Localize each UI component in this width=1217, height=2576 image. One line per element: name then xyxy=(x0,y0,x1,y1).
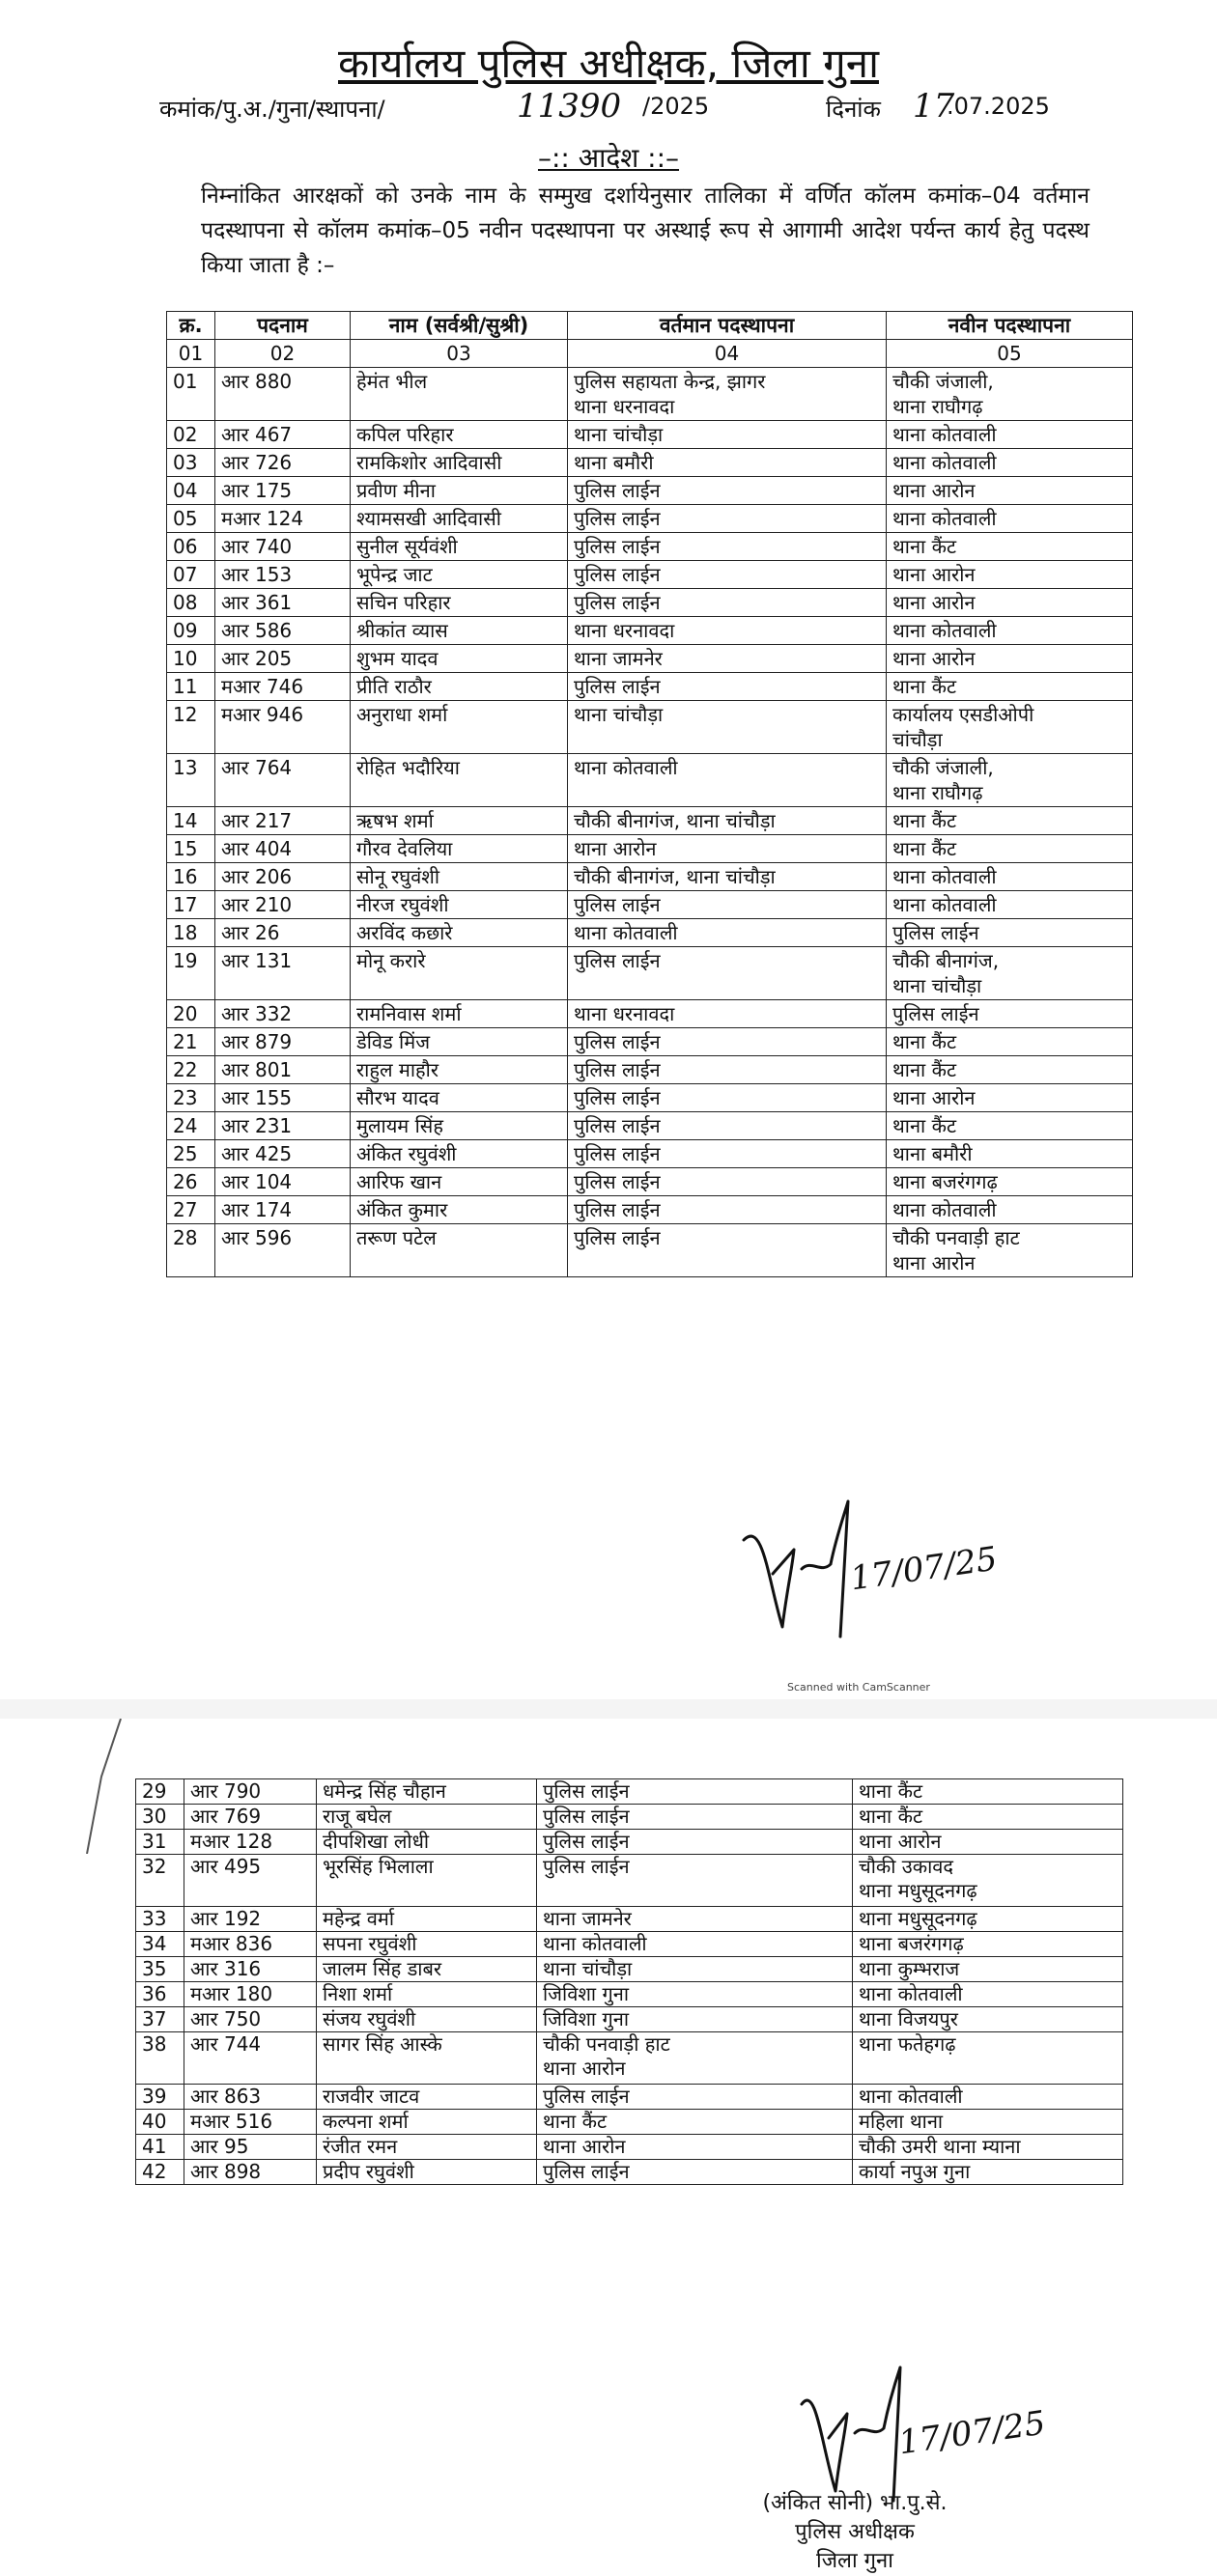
table-row xyxy=(167,505,1133,533)
current-posting-cell: पुलिस लाईन xyxy=(568,533,887,561)
serial-cell: 26 xyxy=(167,1168,215,1196)
new-posting-cell: पुलिस लाईन xyxy=(887,919,1133,947)
new-posting-cell: थाना मधुसूदनगढ़ xyxy=(853,1907,1123,1932)
table-row xyxy=(167,863,1133,891)
serial-cell: 22 xyxy=(167,1056,215,1084)
serial-cell: 18 xyxy=(167,919,215,947)
designation-cell: आर 863 xyxy=(184,2085,317,2110)
serial-cell: 27 xyxy=(167,1196,215,1224)
new-posting-cell: थाना कैंट xyxy=(887,533,1133,561)
table-row xyxy=(167,589,1133,617)
table-row xyxy=(167,919,1133,947)
serial-cell: 35 xyxy=(136,1957,184,1982)
header-serial: क्र. xyxy=(167,312,215,340)
new-posting-cell: चौकी बीनागंज, थाना चांचौड़ा xyxy=(887,947,1133,1000)
new-posting-cell: चौकी जंजाली, थाना राघौगढ़ xyxy=(887,368,1133,421)
current-posting-cell: चौकी बीनागंज, थाना चांचौड़ा xyxy=(568,863,887,891)
new-posting-cell: थाना फतेहगढ़ xyxy=(853,2032,1123,2085)
name-cell: निशा शर्मा xyxy=(317,1982,537,2007)
designation-cell: आर 174 xyxy=(215,1196,351,1224)
new-posting-cell: थाना कुम्भराज xyxy=(853,1957,1123,1982)
table-row xyxy=(136,1957,1123,1982)
name-cell: जालम सिंह डाबर xyxy=(317,1957,537,1982)
current-posting-cell: पुलिस लाईन xyxy=(568,1028,887,1056)
current-posting-cell: थाना चांचौड़ा xyxy=(568,701,887,754)
table-row xyxy=(136,2110,1123,2135)
posting-table-page2 xyxy=(135,1778,1123,2185)
current-posting-cell: पुलिस लाईन xyxy=(568,477,887,505)
new-posting-cell: थाना आरोन xyxy=(887,477,1133,505)
name-cell: श्यामसखी आदिवासी xyxy=(351,505,568,533)
officer-name: (अंकित सोनी) भा.पु.से. xyxy=(762,2491,948,2515)
designation-cell: आर 155 xyxy=(215,1084,351,1112)
reference-number: 11390 xyxy=(517,87,622,126)
table-row xyxy=(136,2007,1123,2032)
designation-cell: आर 131 xyxy=(215,947,351,1000)
current-posting-cell: पुलिस लाईन xyxy=(537,1830,853,1855)
designation-cell: आर 205 xyxy=(215,645,351,673)
name-cell: दीपशिखा लोधी xyxy=(317,1830,537,1855)
current-posting-cell: पुलिस लाईन xyxy=(568,1084,887,1112)
current-posting-cell: जिविशा गुना xyxy=(537,1982,853,2007)
new-posting-cell: थाना कैंट xyxy=(853,1805,1123,1830)
new-posting-cell: थाना आरोन xyxy=(887,645,1133,673)
name-cell: महेन्द्र वर्मा xyxy=(317,1907,537,1932)
table-row xyxy=(167,368,1133,421)
current-posting-cell: चौकी बीनागंज, थाना चांचौड़ा xyxy=(568,807,887,835)
table-row xyxy=(167,1140,1133,1168)
serial-cell: 21 xyxy=(167,1028,215,1056)
new-posting-cell: थाना कैंट xyxy=(887,835,1133,863)
serial-cell: 30 xyxy=(136,1805,184,1830)
officer-title: पुलिस अधीक्षक xyxy=(795,2520,915,2544)
scanner-watermark: Scanned with CamScanner xyxy=(787,1681,930,1694)
current-posting-cell: थाना आरोन xyxy=(537,2135,853,2160)
new-posting-cell: महिला थाना xyxy=(853,2110,1123,2135)
serial-cell: 05 xyxy=(167,505,215,533)
designation-cell: आर 726 xyxy=(215,449,351,477)
designation-cell: आर 764 xyxy=(215,754,351,807)
new-posting-cell: चौकी उमरी थाना म्याना xyxy=(853,2135,1123,2160)
designation-cell: आर 750 xyxy=(184,2007,317,2032)
name-cell: मुलायम सिंह xyxy=(351,1112,568,1140)
table-column-number-row xyxy=(167,340,1133,368)
table-row xyxy=(136,2160,1123,2185)
name-cell: भूरसिंह भिलाला xyxy=(317,1855,537,1907)
name-cell: धमेन्द्र सिंह चौहान xyxy=(317,1779,537,1805)
serial-cell: 37 xyxy=(136,2007,184,2032)
designation-cell: आर 425 xyxy=(215,1140,351,1168)
designation-cell: मआर 180 xyxy=(184,1982,317,2007)
designation-cell: आर 769 xyxy=(184,1805,317,1830)
col-number: 02 xyxy=(215,340,351,368)
serial-cell: 38 xyxy=(136,2032,184,2085)
new-posting-cell: थाना कैंट xyxy=(887,807,1133,835)
table-row xyxy=(167,1056,1133,1084)
current-posting-cell: थाना कैंट xyxy=(537,2110,853,2135)
current-posting-cell: पुलिस लाईन xyxy=(537,1805,853,1830)
designation-cell: मआर 516 xyxy=(184,2110,317,2135)
table-row xyxy=(167,1112,1133,1140)
table-row xyxy=(167,947,1133,1000)
current-posting-cell: पुलिस लाईन xyxy=(537,2160,853,2185)
serial-cell: 42 xyxy=(136,2160,184,2185)
table-row xyxy=(167,1000,1133,1028)
new-posting-cell: थाना बजरंगगढ़ xyxy=(853,1932,1123,1957)
designation-cell: मआर 746 xyxy=(215,673,351,701)
new-posting-cell: थाना कोतवाली xyxy=(887,891,1133,919)
header-name: नाम (सर्वश्री/सुश्री) xyxy=(351,312,568,340)
designation-cell: आर 404 xyxy=(215,835,351,863)
table-row xyxy=(136,1932,1123,1957)
current-posting-cell: थाना बमौरी xyxy=(568,449,887,477)
current-posting-cell: पुलिस लाईन xyxy=(568,673,887,701)
name-cell: सागर सिंह आस्के xyxy=(317,2032,537,2085)
serial-cell: 36 xyxy=(136,1982,184,2007)
new-posting-cell: थाना कोतवाली xyxy=(887,1196,1133,1224)
col-number: 05 xyxy=(887,340,1133,368)
name-cell: संजय रघुवंशी xyxy=(317,2007,537,2032)
new-posting-cell: थाना कैंट xyxy=(887,673,1133,701)
officer-district: जिला गुना xyxy=(816,2549,893,2573)
serial-cell: 10 xyxy=(167,645,215,673)
current-posting-cell: पुलिस लाईन xyxy=(568,1140,887,1168)
new-posting-cell: थाना कोतवाली xyxy=(887,617,1133,645)
name-cell: अरविंद कछारे xyxy=(351,919,568,947)
table-row xyxy=(167,754,1133,807)
table-row xyxy=(167,835,1133,863)
name-cell: गौरव देवलिया xyxy=(351,835,568,863)
designation-cell: आर 801 xyxy=(215,1056,351,1084)
serial-cell: 15 xyxy=(167,835,215,863)
table-row xyxy=(136,1907,1123,1932)
serial-cell: 01 xyxy=(167,368,215,421)
reference-year: /2025 xyxy=(642,93,710,120)
col-number: 01 xyxy=(167,340,215,368)
designation-cell: आर 596 xyxy=(215,1224,351,1277)
name-cell: भूपेन्द्र जाट xyxy=(351,561,568,589)
designation-cell: आर 95 xyxy=(184,2135,317,2160)
serial-cell: 07 xyxy=(167,561,215,589)
designation-cell: आर 104 xyxy=(215,1168,351,1196)
name-cell: अंकित रघुवंशी xyxy=(351,1140,568,1168)
order-heading: –:: आदेश ::– xyxy=(537,142,680,174)
name-cell: रामकिशोर आदिवासी xyxy=(351,449,568,477)
name-cell: प्रवीण मीना xyxy=(351,477,568,505)
name-cell: सचिन परिहार xyxy=(351,589,568,617)
new-posting-cell: थाना विजयपुर xyxy=(853,2007,1123,2032)
new-posting-cell: चौकी पनवाड़ी हाट थाना आरोन xyxy=(887,1224,1133,1277)
table-row xyxy=(167,1084,1133,1112)
table-row xyxy=(167,645,1133,673)
serial-cell: 16 xyxy=(167,863,215,891)
name-cell: तरूण पटेल xyxy=(351,1224,568,1277)
table-row xyxy=(167,807,1133,835)
header-new-posting: नवीन पदस्थापना xyxy=(887,312,1133,340)
current-posting-cell: थाना चांचौड़ा xyxy=(568,421,887,449)
serial-cell: 02 xyxy=(167,421,215,449)
new-posting-cell: थाना कैंट xyxy=(853,1779,1123,1805)
table-row xyxy=(167,449,1133,477)
current-posting-cell: पुलिस लाईन xyxy=(568,561,887,589)
name-cell: रंजीत रमन xyxy=(317,2135,537,2160)
name-cell: प्रीति राठौर xyxy=(351,673,568,701)
name-cell: अंकित कुमार xyxy=(351,1196,568,1224)
current-posting-cell: पुलिस लाईन xyxy=(568,947,887,1000)
name-cell: नीरज रघुवंशी xyxy=(351,891,568,919)
serial-cell: 06 xyxy=(167,533,215,561)
current-posting-cell: पुलिस लाईन xyxy=(568,1224,887,1277)
designation-cell: आर 231 xyxy=(215,1112,351,1140)
table-row xyxy=(167,891,1133,919)
current-posting-cell: थाना कोतवाली xyxy=(568,754,887,807)
name-cell: रामनिवास शर्मा xyxy=(351,1000,568,1028)
serial-cell: 41 xyxy=(136,2135,184,2160)
serial-cell: 19 xyxy=(167,947,215,1000)
designation-cell: आर 361 xyxy=(215,589,351,617)
table-row xyxy=(136,2085,1123,2110)
serial-cell: 11 xyxy=(167,673,215,701)
paper-fold-mark xyxy=(0,1719,135,1854)
current-posting-cell: थाना चांचौड़ा xyxy=(537,1957,853,1982)
serial-cell: 04 xyxy=(167,477,215,505)
designation-cell: आर 495 xyxy=(184,1855,317,1907)
current-posting-cell: पुलिस लाईन xyxy=(568,589,887,617)
new-posting-cell: थाना आरोन xyxy=(887,589,1133,617)
table-row xyxy=(136,2032,1123,2085)
current-posting-cell: पुलिस लाईन xyxy=(537,1855,853,1907)
designation-cell: आर 880 xyxy=(215,368,351,421)
designation-cell: आर 192 xyxy=(184,1907,317,1932)
page-gap xyxy=(0,1699,1217,1719)
signature-page1 xyxy=(734,1482,1000,1646)
date-rest: .07.2025 xyxy=(947,93,1050,120)
name-cell: हेमंत भील xyxy=(351,368,568,421)
serial-cell: 32 xyxy=(136,1855,184,1907)
current-posting-cell: पुलिस लाईन xyxy=(568,1112,887,1140)
name-cell: रोहित भदौरिया xyxy=(351,754,568,807)
serial-cell: 40 xyxy=(136,2110,184,2135)
table-row xyxy=(167,1028,1133,1056)
new-posting-cell: थाना आरोन xyxy=(853,1830,1123,1855)
current-posting-cell: थाना कोतवाली xyxy=(537,1932,853,1957)
designation-cell: आर 217 xyxy=(215,807,351,835)
serial-cell: 25 xyxy=(167,1140,215,1168)
new-posting-cell: थाना आरोन xyxy=(887,561,1133,589)
reference-prefix: कमांक/पु.अ./गुना/स्थापना/ xyxy=(159,96,385,123)
designation-cell: मआर 128 xyxy=(184,1830,317,1855)
table-row xyxy=(136,2135,1123,2160)
current-posting-cell: जिविशा गुना xyxy=(537,2007,853,2032)
current-posting-cell: पुलिस लाईन xyxy=(568,1056,887,1084)
table-row xyxy=(167,617,1133,645)
name-cell: ऋषभ शर्मा xyxy=(351,807,568,835)
signature-date: 17/07/25 xyxy=(895,2403,1048,2463)
name-cell: डेविड मिंज xyxy=(351,1028,568,1056)
name-cell: श्रीकांत व्यास xyxy=(351,617,568,645)
header-designation: पदनाम xyxy=(215,312,351,340)
serial-cell: 08 xyxy=(167,589,215,617)
current-posting-cell: थाना आरोन xyxy=(568,835,887,863)
current-posting-cell: पुलिस लाईन xyxy=(568,505,887,533)
new-posting-cell: कार्यालय एसडीओपी चांचौड़ा xyxy=(887,701,1133,754)
table-row xyxy=(167,1168,1133,1196)
designation-cell: आर 175 xyxy=(215,477,351,505)
serial-cell: 03 xyxy=(167,449,215,477)
table-row xyxy=(167,701,1133,754)
name-cell: राजवीर जाटव xyxy=(317,2085,537,2110)
table-row xyxy=(136,1982,1123,2007)
name-cell: शुभम यादव xyxy=(351,645,568,673)
serial-cell: 24 xyxy=(167,1112,215,1140)
designation-cell: मआर 124 xyxy=(215,505,351,533)
designation-cell: आर 586 xyxy=(215,617,351,645)
designation-cell: आर 744 xyxy=(184,2032,317,2085)
designation-cell: आर 153 xyxy=(215,561,351,589)
table-row xyxy=(136,1830,1123,1855)
new-posting-cell: थाना कोतवाली xyxy=(887,449,1133,477)
serial-cell: 28 xyxy=(167,1224,215,1277)
current-posting-cell: चौकी पनवाड़ी हाट थाना आरोन xyxy=(537,2032,853,2085)
current-posting-cell: पुलिस लाईन xyxy=(568,891,887,919)
serial-cell: 20 xyxy=(167,1000,215,1028)
current-posting-cell: पुलिस लाईन xyxy=(537,2085,853,2110)
designation-cell: आर 210 xyxy=(215,891,351,919)
name-cell: सोनू रघुवंशी xyxy=(351,863,568,891)
table-row xyxy=(167,421,1133,449)
table-row xyxy=(167,561,1133,589)
name-cell: सौरभ यादव xyxy=(351,1084,568,1112)
table-row xyxy=(167,673,1133,701)
current-posting-cell: पुलिस लाईन xyxy=(537,1779,853,1805)
new-posting-cell: थाना कोतवाली xyxy=(887,863,1133,891)
header-current-posting: वर्तमान पदस्थापना xyxy=(568,312,887,340)
name-cell: राजू बघेल xyxy=(317,1805,537,1830)
serial-cell: 34 xyxy=(136,1932,184,1957)
col-number: 03 xyxy=(351,340,568,368)
table-header-row xyxy=(167,312,1133,340)
new-posting-cell: थाना बजरंगगढ़ xyxy=(887,1168,1133,1196)
name-cell: आरिफ खान xyxy=(351,1168,568,1196)
name-cell: कल्पना शर्मा xyxy=(317,2110,537,2135)
designation-cell: आर 206 xyxy=(215,863,351,891)
current-posting-cell: थाना जामनेर xyxy=(568,645,887,673)
serial-cell: 13 xyxy=(167,754,215,807)
serial-cell: 09 xyxy=(167,617,215,645)
current-posting-cell: पुलिस सहायता केन्द्र, झागर थाना धरनावदा xyxy=(568,368,887,421)
name-cell: सपना रघुवंशी xyxy=(317,1932,537,1957)
designation-cell: आर 790 xyxy=(184,1779,317,1805)
table-row xyxy=(167,1224,1133,1277)
name-cell: कपिल परिहार xyxy=(351,421,568,449)
serial-cell: 12 xyxy=(167,701,215,754)
new-posting-cell: कार्या नपुअ गुना xyxy=(853,2160,1123,2185)
designation-cell: आर 879 xyxy=(215,1028,351,1056)
name-cell: मोनू करारे xyxy=(351,947,568,1000)
designation-cell: आर 316 xyxy=(184,1957,317,1982)
new-posting-cell: थाना कैंट xyxy=(887,1112,1133,1140)
officer-block xyxy=(734,2489,976,2576)
current-posting-cell: पुलिस लाईन xyxy=(568,1168,887,1196)
name-cell: अनुराधा शर्मा xyxy=(351,701,568,754)
designation-cell: आर 467 xyxy=(215,421,351,449)
table-row xyxy=(136,1855,1123,1907)
new-posting-cell: थाना कैंट xyxy=(887,1028,1133,1056)
new-posting-cell: चौकी उकावद थाना मधुसूदनगढ़ xyxy=(853,1855,1123,1907)
table-row xyxy=(167,533,1133,561)
signature-date: 17/07/25 xyxy=(847,1539,1000,1599)
new-posting-cell: थाना कोतवाली xyxy=(853,2085,1123,2110)
current-posting-cell: थाना धरनावदा xyxy=(568,1000,887,1028)
serial-cell: 14 xyxy=(167,807,215,835)
posting-table-page1 xyxy=(166,311,1133,1277)
serial-cell: 33 xyxy=(136,1907,184,1932)
new-posting-cell: थाना कोतवाली xyxy=(887,505,1133,533)
name-cell: सुनील सूर्यवंशी xyxy=(351,533,568,561)
name-cell: प्रदीप रघुवंशी xyxy=(317,2160,537,2185)
new-posting-cell: थाना आरोन xyxy=(887,1084,1133,1112)
designation-cell: आर 332 xyxy=(215,1000,351,1028)
new-posting-cell: थाना बमौरी xyxy=(887,1140,1133,1168)
reference-line xyxy=(159,87,1050,131)
signature-page2 xyxy=(792,2356,1048,2510)
serial-cell: 29 xyxy=(136,1779,184,1805)
table-row xyxy=(167,477,1133,505)
new-posting-cell: थाना कोतवाली xyxy=(853,1982,1123,2007)
table-row xyxy=(136,1779,1123,1805)
designation-cell: मआर 836 xyxy=(184,1932,317,1957)
office-title: कार्यालय पुलिस अधीक्षक, जिला गुना xyxy=(338,40,879,87)
serial-cell: 31 xyxy=(136,1830,184,1855)
current-posting-cell: थाना कोतवाली xyxy=(568,919,887,947)
new-posting-cell: थाना कोतवाली xyxy=(887,421,1133,449)
col-number: 04 xyxy=(568,340,887,368)
new-posting-cell: थाना कैंट xyxy=(887,1056,1133,1084)
serial-cell: 17 xyxy=(167,891,215,919)
designation-cell: मआर 946 xyxy=(215,701,351,754)
new-posting-cell: चौकी जंजाली, थाना राघौगढ़ xyxy=(887,754,1133,807)
new-posting-cell: पुलिस लाईन xyxy=(887,1000,1133,1028)
table-row xyxy=(136,1805,1123,1830)
date-day: 17 xyxy=(913,87,955,126)
current-posting-cell: पुलिस लाईन xyxy=(568,1196,887,1224)
date-label: दिनांक xyxy=(826,96,881,123)
table-row xyxy=(167,1196,1133,1224)
designation-cell: आर 26 xyxy=(215,919,351,947)
order-intro-paragraph: निम्नांकित आरक्षकों को उनके नाम के सम्मुख दर्शायेनुसार तालिका में वर्णित कॉलम कमांक–04 वर्तमान पदस्थापना से कॉलम कमांक–05 नवीन पदस्थापना पर अस्थाई रूप से आगामी आदेश पर्यन्त कार्य हेतु पदस्थ किया जाता है :– xyxy=(201,183,1090,278)
serial-cell: 23 xyxy=(167,1084,215,1112)
serial-cell: 39 xyxy=(136,2085,184,2110)
current-posting-cell: थाना धरनावदा xyxy=(568,617,887,645)
designation-cell: आर 740 xyxy=(215,533,351,561)
designation-cell: आर 898 xyxy=(184,2160,317,2185)
name-cell: राहुल माहौर xyxy=(351,1056,568,1084)
current-posting-cell: थाना जामनेर xyxy=(537,1907,853,1932)
